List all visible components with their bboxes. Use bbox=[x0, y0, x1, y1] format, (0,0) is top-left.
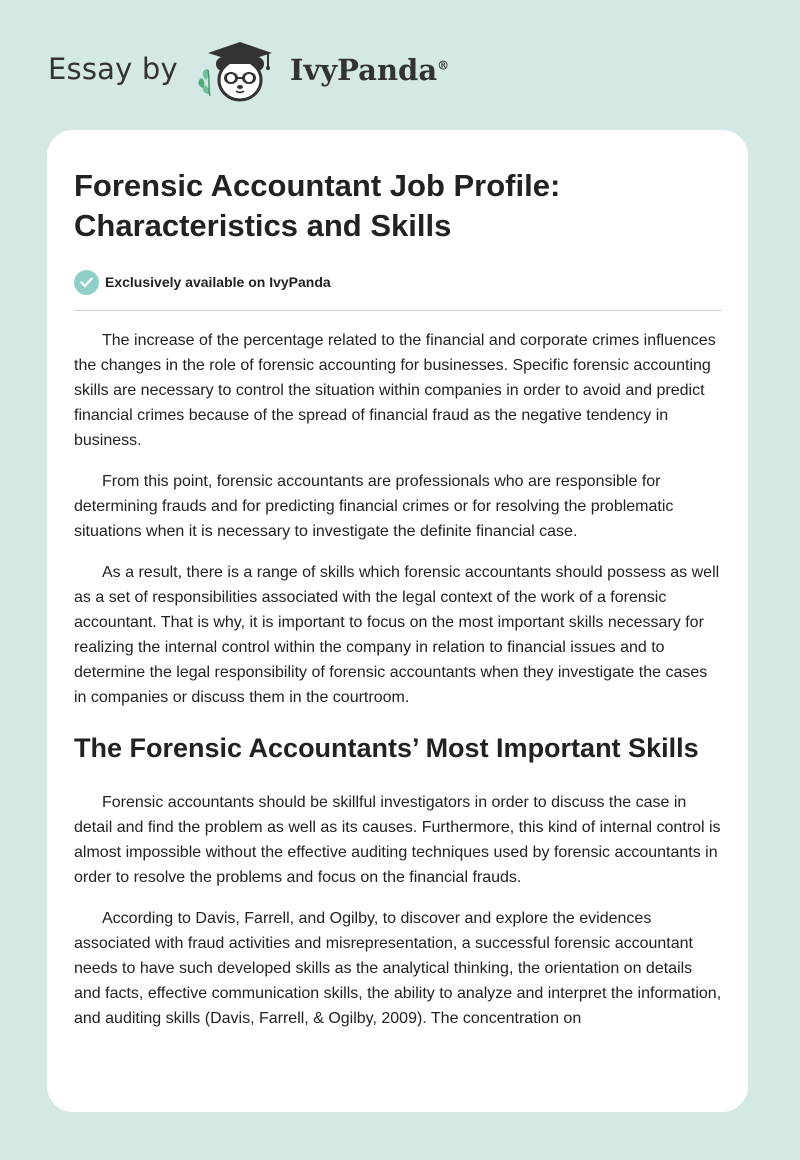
essay-card bbox=[47, 130, 748, 1112]
brand-prefix: Essay by bbox=[48, 52, 178, 86]
check-circle-icon bbox=[74, 270, 99, 295]
section-heading: The Forensic Accountants’ Most Important Skills bbox=[74, 733, 699, 763]
essay-content bbox=[74, 166, 722, 1031]
site-brand[interactable] bbox=[48, 36, 449, 106]
paragraph-section-2: According to Davis, Farrell, and Ogilby, to discover and explore the evidences associated with fraud activities and misrepresentation, a successful forensic accountant needs to have such developed skills as the analytical thinking, the orientation on details and facts, effective communication skills, the ability to analyze and interpret the information, and auditing skills (Davis, Farrell, & Ogilby, 2009). The concentration on bbox=[74, 910, 722, 1027]
brand-name: IvyPanda® bbox=[289, 53, 450, 87]
panda-logo-icon bbox=[192, 36, 288, 106]
paragraph-intro-2: From this point, forensic accountants are professionals who are responsible for determining frauds and for predicting financial crimes or for resolving the problematic situations when it is necessary to investigate the definite financial case. bbox=[74, 473, 674, 540]
exclusive-label: Exclusively available on IvyPanda bbox=[105, 274, 331, 290]
exclusive-badge bbox=[74, 269, 722, 295]
essay-title: Forensic Accountant Job Profile: Characteristics and Skills bbox=[74, 168, 561, 243]
paragraph-intro-3: As a result, there is a range of skills which forensic accountants should possess as well as a set of responsibilities associated with the legal context of the work of a forensic accountant. That is why, it is important to focus on the most important skills necessary for realizing the internal control within the company in relation to financial issues and to determine the legal responsibility of forensic accountants when they investigate the cases in companies or discuss them in the courtroom. bbox=[74, 564, 720, 706]
paragraph-section-1: Forensic accountants should be skillful investigators in order to discuss the case in detail and find the problem as well as its causes. Furthermore, this kind of internal control is almost impossible without the effective auditing techniques used by forensic accountants in order to resolve the problems and focus on the financial frauds. bbox=[74, 794, 721, 886]
paragraph-intro-1: The increase of the percentage related to the financial and corporate crimes influences the changes in the role of forensic accounting for businesses. Specific forensic accounting skills are necessary to control the situation within companies in order to avoid and predict financial crimes because of the spread of financial fraud as the negative tendency in business. bbox=[74, 332, 716, 449]
registered-mark: ® bbox=[437, 58, 450, 73]
divider bbox=[74, 310, 722, 311]
